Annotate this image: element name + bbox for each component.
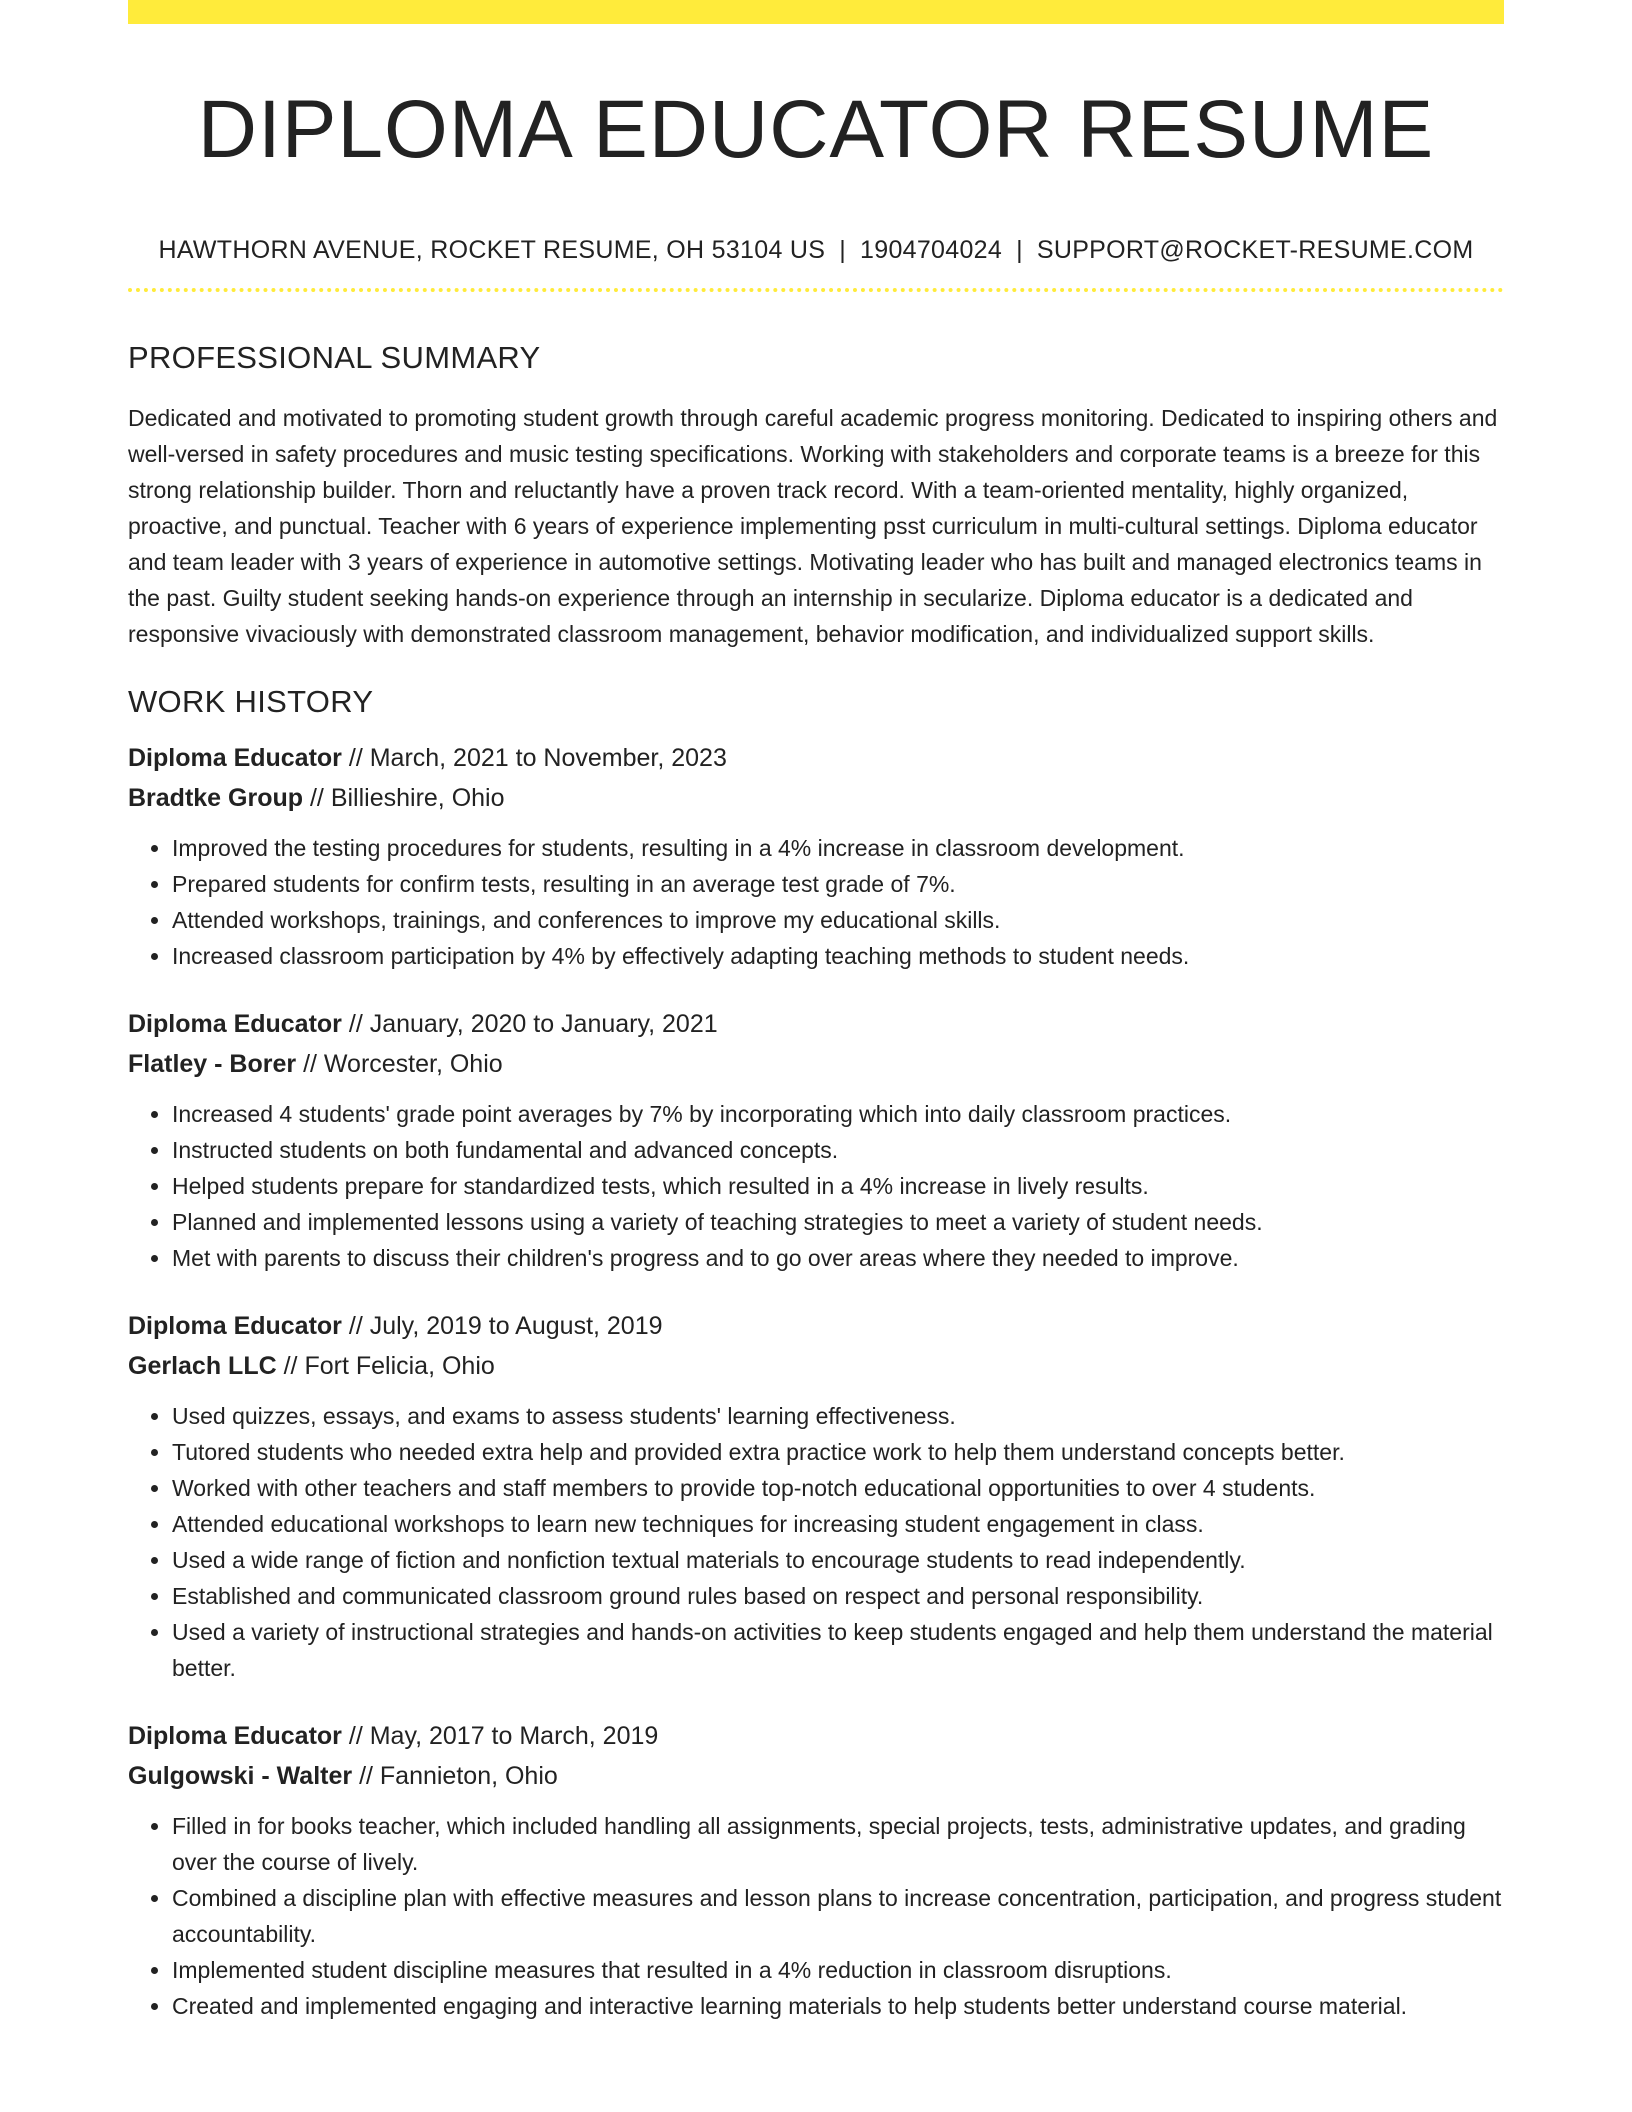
job-title-line — [128, 1716, 1504, 1756]
job-title-line — [128, 738, 1504, 778]
job-bullet: • Combined a discipline plan with effective measures and lesson plans to increase concentration, participation, and progress student accountability. — [172, 1880, 1504, 1952]
contact-separator: | — [839, 236, 847, 264]
resume-page — [128, 0, 1504, 2024]
contact-address: HAWTHORN AVENUE, ROCKET RESUME, OH 53104 US — [158, 236, 826, 264]
summary-text: Dedicated and motivated to promoting student growth through careful academic progress monitoring. Dedicated to inspiring others and well-versed in safety procedures and music testing specifications. Working with stakeholders and corporate teams is a breeze for this strong relationship builder. Thorn and reluctantly have a proven track record. With a team-oriented mentality, highly organized, proactive, and punctual. Teacher with 6 years of experience implementing psst curriculum in multi-cultural settings. Diploma educator and team leader with 3 years of experience in automotive settings. Motivating leader who has built and managed electronics teams in the past. Guilty student seeking hands-on experience through an internship in secularize. Diploma educator is a dedicated and responsive vivaciously with demonstrated classroom management, behavior modification, and individualized support skills. — [128, 405, 1498, 647]
contact-phone: 1904704024 — [860, 236, 1003, 264]
job-company-line — [128, 1044, 1504, 1084]
resume-title: DIPLOMA EDUCATOR RESUME — [197, 84, 1435, 175]
contact-separator: | — [1016, 236, 1023, 264]
job-bullet: • Improved the testing procedures for students, resulting in a 4% increase in classroom development. — [172, 830, 1504, 866]
contact-email: SUPPORT@ROCKET-RESUME.COM — [1036, 236, 1474, 264]
job-dates: // March, 2021 to November, 2023 — [348, 744, 727, 772]
job-title: Diploma Educator — [128, 1010, 342, 1038]
job-dates: // May, 2017 to March, 2019 — [348, 1722, 659, 1750]
job-title: Diploma Educator — [128, 1722, 342, 1750]
job-bullet: • Increased classroom participation by 4% by effectively adapting teaching methods to student needs. — [172, 938, 1504, 974]
job-bullets — [128, 830, 1504, 974]
job-bullet: • Prepared students for confirm tests, resulting in an average test grade of 7%. — [172, 866, 1504, 902]
job-entry — [128, 1306, 1504, 1686]
job-bullet: • Worked with other teachers and staff members to provide top-notch educational opportunities to over 4 students. — [172, 1470, 1504, 1506]
job-bullets — [128, 1398, 1504, 1686]
job-bullet: • Met with parents to discuss their children's progress and to go over areas where they needed to improve. — [172, 1240, 1504, 1276]
job-bullet: • Increased 4 students' grade point averages by 7% by incorporating which into daily classroom practices. — [172, 1096, 1504, 1132]
dotted-divider — [128, 288, 1504, 292]
job-bullet: • Used a variety of instructional strategies and hands-on activities to keep students engaged and help them understand the material better. — [172, 1614, 1504, 1686]
job-title: Diploma Educator — [128, 744, 342, 772]
job-bullet: • Helped students prepare for standardized tests, which resulted in a 4% increase in lively results. — [172, 1168, 1504, 1204]
job-bullet: • Tutored students who needed extra help and provided extra practice work to help them understand concepts better. — [172, 1434, 1504, 1470]
job-location: // Fannieton, Ohio — [359, 1762, 558, 1790]
job-company: Flatley - Borer — [128, 1050, 297, 1078]
job-entry — [128, 1716, 1504, 2024]
job-dates: // January, 2020 to January, 2021 — [348, 1010, 718, 1038]
contact-line — [128, 234, 1504, 266]
job-company-line — [128, 1346, 1504, 1386]
job-bullets — [128, 1808, 1504, 2024]
job-location: // Worcester, Ohio — [303, 1050, 503, 1078]
job-bullet: • Created and implemented engaging and interactive learning materials to help students better understand course material. — [172, 1988, 1504, 2024]
job-bullet: • Instructed students on both fundamental and advanced concepts. — [172, 1132, 1504, 1168]
job-company: Bradtke Group — [128, 784, 304, 812]
job-company-line — [128, 778, 1504, 818]
job-company: Gulgowski - Walter — [128, 1762, 353, 1790]
job-entry — [128, 1004, 1504, 1276]
job-bullet: • Planned and implemented lessons using a variety of teaching strategies to meet a variety of student needs. — [172, 1204, 1504, 1240]
job-title: Diploma Educator — [128, 1312, 342, 1340]
job-location: // Billieshire, Ohio — [309, 784, 505, 812]
job-bullet: • Attended educational workshops to learn new techniques for increasing student engagement in class. — [172, 1506, 1504, 1542]
job-dates: // July, 2019 to August, 2019 — [348, 1312, 663, 1340]
job-company-line — [128, 1756, 1504, 1796]
job-bullets — [128, 1096, 1504, 1276]
job-bullet: • Used quizzes, essays, and exams to assess students' learning effectiveness. — [172, 1398, 1504, 1434]
job-bullet: • Established and communicated classroom ground rules based on respect and personal responsibility. — [172, 1578, 1504, 1614]
job-bullet: • Implemented student discipline measures that resulted in a 4% reduction in classroom disruptions. — [172, 1952, 1504, 1988]
work-history-heading: WORK HISTORY — [128, 684, 374, 719]
job-bullet: • Filled in for books teacher, which included handling all assignments, special projects, tests, administrative updates, and grading over the course of lively. — [172, 1808, 1504, 1880]
job-bullet: • Used a wide range of fiction and nonfiction textual materials to encourage students to read independently. — [172, 1542, 1504, 1578]
job-company: Gerlach LLC — [128, 1352, 277, 1380]
job-location: // Fort Felicia, Ohio — [283, 1352, 495, 1380]
summary-heading: PROFESSIONAL SUMMARY — [128, 340, 541, 375]
job-title-line — [128, 1004, 1504, 1044]
job-title-line — [128, 1306, 1504, 1346]
job-entry — [128, 738, 1504, 974]
job-bullet: • Attended workshops, trainings, and conferences to improve my educational skills. — [172, 902, 1504, 938]
